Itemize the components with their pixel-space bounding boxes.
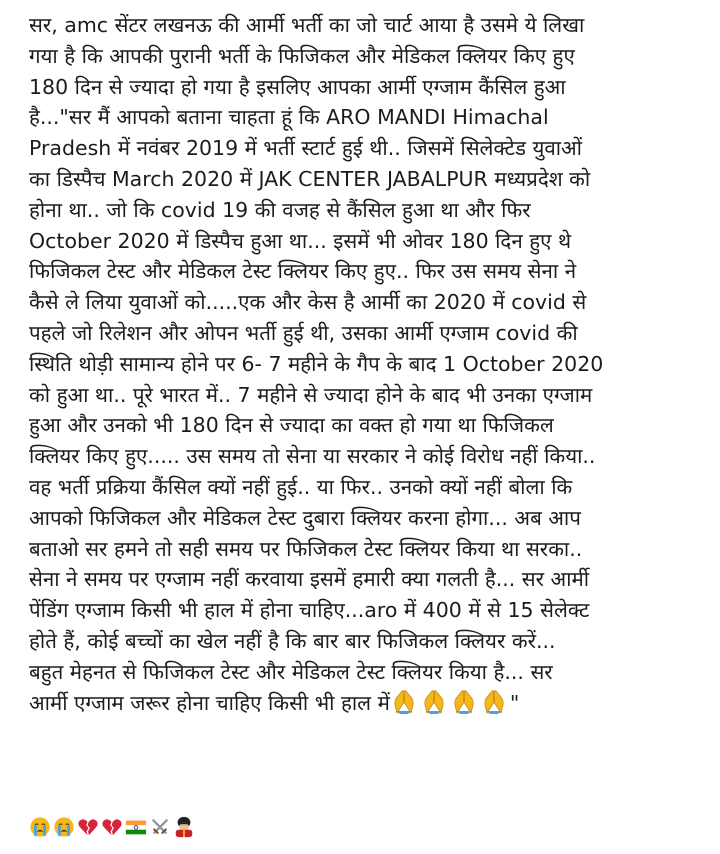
folded-hands-icon (420, 689, 448, 715)
post-line: फिजिकल टेस्ट और मेडिकल टेस्ट क्लियर किए हुए.. फिर उस समय सेना ने (29, 259, 577, 284)
guard-icon (173, 815, 195, 839)
post-line: सर, amc सेंटर लखनऊ की आर्मी भर्ती का जो चार्ट आया है उसमे ये लिखा (29, 13, 585, 37)
post-line: October 2020 में डिस्पैच हुआ था... इसमें भी ओवर 180 दिन हुए थे (29, 228, 572, 253)
post-line: होना था.. जो कि covid 19 की वजह से कैंसिल हुआ था और फिर (29, 197, 531, 222)
post-line: कैसे ले लिया युवाओं को.....एक और केस है आर्मी का 2020 में covid से (29, 290, 587, 315)
broken-heart-icon (101, 815, 123, 839)
post-line: है..."सर मैं आपको बताना चाहता हूं कि ARO MANDI Himachal (29, 105, 549, 130)
post-line: को हुआ था.. पूरे भारत में.. 7 महीने से ज्यादा होने के बाद भी उनका एग्जाम (29, 382, 593, 407)
crying-face-icon (53, 815, 75, 839)
post-line: पहले जो रिलेशन और ओपन भर्ती हुई थी, उसका आर्मी एग्जाम covid की (29, 320, 578, 345)
folded-hands-icon (390, 689, 418, 715)
post-last-line-text: आर्मी एग्जाम जरूर होना चाहिए किसी भी हाल में (29, 690, 390, 715)
post-line: का डिस्पैच March 2020 में JAK CENTER JABALPUR मध्यप्रदेश को (29, 166, 591, 191)
broken-heart-icon (77, 815, 99, 839)
crossed-swords-icon (149, 815, 171, 839)
post-line: पेंडिंग एग्जाम किसी भी हाल में होना चाहिए...aro में 400 में से 15 सेलेक्ट (29, 598, 590, 623)
closing-quote: " (509, 690, 520, 715)
post-line: क्लियर किए हुए..... उस समय तो सेना या सरकार ने कोई विरोध नहीं किया.. (29, 444, 596, 469)
post-last-line (29, 688, 699, 719)
emoji-footer (29, 812, 195, 842)
folded-hands-icon (480, 689, 508, 715)
post-line: वह भर्ती प्रक्रिया कैंसिल क्यों नहीं हुई.. या फिर.. उनको क्यों नहीं बोला कि (29, 474, 573, 499)
post-line: गया है कि आपकी पुरानी भर्ती के फिजिकल और मेडिकल क्लियर किए हुए (29, 43, 575, 68)
post-line: स्थिति थोड़ी सामान्य होने पर 6- 7 महीने के गैप के बाद 1 October 2020 (29, 351, 604, 376)
folded-hands-icon (450, 689, 478, 715)
post-line: हुआ और उनको भी 180 दिन से ज्यादा का वक्त हो गया था फिजिकल (29, 413, 554, 438)
post-text (29, 10, 699, 718)
post-line: 180 दिन से ज्यादा हो गया है इसलिए आपका आर्मी एग्जाम कैंसिल हुआ (29, 74, 566, 99)
post-line: होते हैं, कोई बच्चों का खेल नहीं है कि बार बार फिजिकल क्लियर करें... (29, 628, 556, 653)
india-flag-icon (125, 815, 147, 839)
post-line: Pradesh में नवंबर 2019 में भर्ती स्टार्ट हुई थी.. जिसमें सिलेक्टेड युवाओं (29, 136, 582, 161)
post-line: बताओ सर हमने तो सही समय पर फिजिकल टेस्ट क्लियर किया था सरका.. (29, 536, 583, 561)
crying-face-icon (29, 815, 51, 839)
post-line: आपको फिजिकल और मेडिकल टेस्ट दुबारा क्लियर करना होगा... अब आप (29, 505, 581, 530)
post-line: सेना ने समय पर एग्जाम नहीं करवाया इसमें हमारी क्या गलती है... सर आर्मी (29, 567, 590, 592)
post-line: बहुत मेहनत से फिजिकल टेस्ट और मेडिकल टेस्ट क्लियर किया है... सर (29, 659, 553, 684)
